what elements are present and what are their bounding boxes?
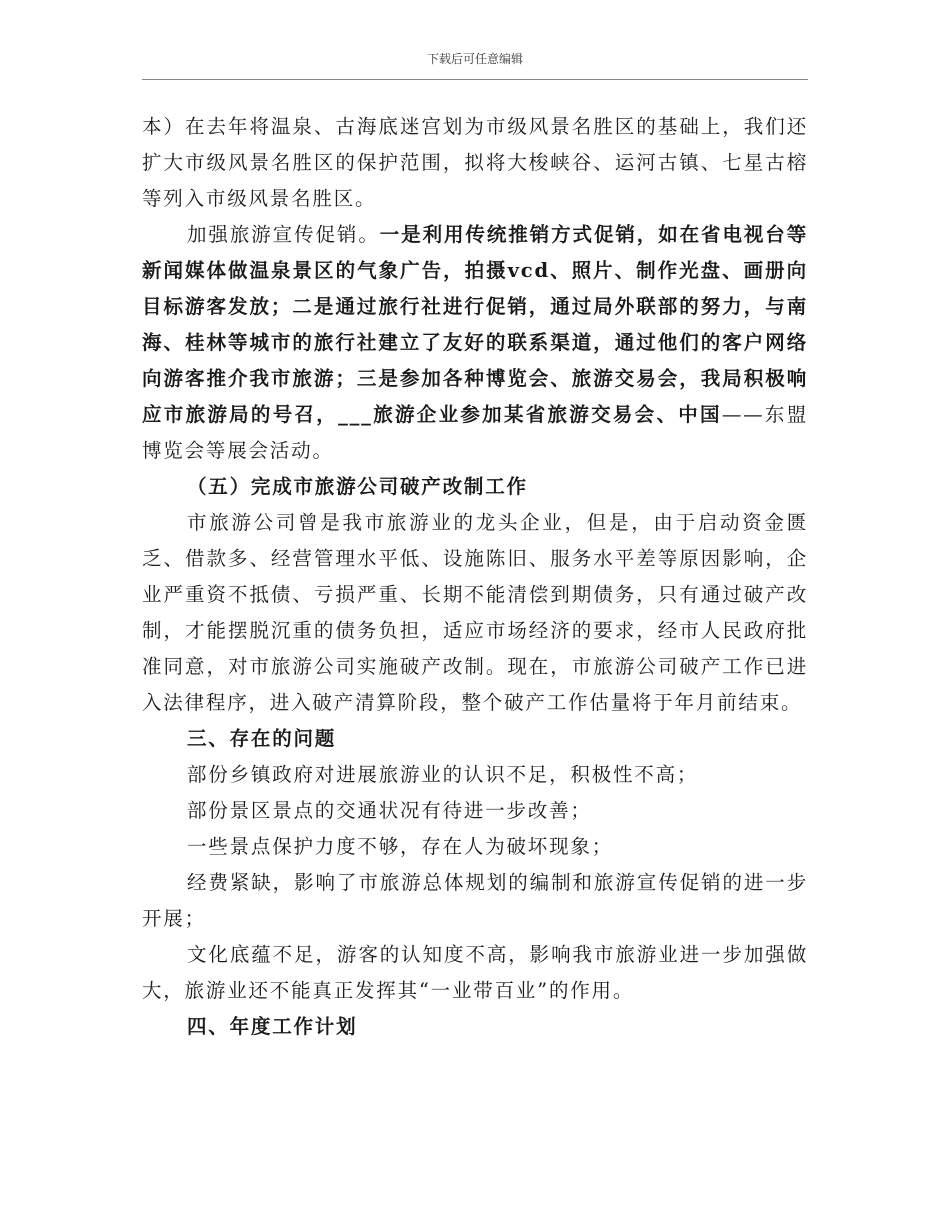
paragraph-promotion (142, 217, 808, 469)
paragraph-scenic-areas: 本）在去年将温泉、古海底迷宫划为市级风景名胜区的基础上，我们还扩大市级风景名胜区的保护范围，拟将大梭峡谷、运河古镇、七星古榕等列入市级风景名胜区。 (142, 115, 808, 210)
promotion-tail: ——东盟博览会等展会活动。 (142, 403, 809, 462)
page-header: 下载后可任意编辑 (426, 52, 523, 66)
problem-item-2: 部份景区景点的交通状况有待进一步改善； (187, 799, 592, 822)
section-heading-5: （五）完成市旅游公司破产改制工作 (187, 475, 528, 498)
header-divider (142, 79, 808, 80)
problem-item-3: 一些景点保护力度不够，存在人为破坏现象； (187, 835, 614, 858)
promotion-lead: 加强旅游宣传促销。 (187, 223, 380, 246)
problem-item-1: 部份乡镇政府对进展旅游业的认识不足，积极性不高； (187, 763, 699, 786)
promotion-bold-text: 一是利用传统推销方式促销，如在省电视台等新闻媒体做温泉景区的气象广告，拍摄vcd、照片、制作光盘、画册向目标游客发放；二是通过旅行社进行促销，通过局外联部的努力，与南海、桂林等城市的旅行社建立了友好的联系渠道，通过他们的客户网络向游客推介我市旅游；三是参加各种博览会、旅游交易会，我局积极响应市旅游局的号召，___旅游企业参加某省旅游交易会、中国 (142, 223, 808, 426)
section-heading-problems: 三、存在的问题 (187, 727, 337, 750)
problem-item-4: 经费紧缺，影响了市旅游总体规划的编制和旅游宣传促销的进一步开展； (142, 871, 808, 930)
section-heading-annual-plan: 四、年度工作计划 (187, 1015, 358, 1038)
paragraph-bankruptcy: 市旅游公司曾是我市旅游业的龙头企业，但是，由于启动资金匮乏、借款多、经营管理水平低、设施陈旧、服务水平差等原因影响，企业严重资不抵债、亏损严重、长期不能清偿到期债务，只有通过破产改制，才能摆脱沉重的债务负担，适应市场经济的要求，经市人民政府批准同意，对市旅游公司实施破产改制。现在，市旅游公司破产工作已进入法律程序，进入破产清算阶段，整个破产工作估量将于年月前结束。 (142, 511, 808, 714)
problem-item-5: 文化底蕴不足，游客的认知度不高，影响我市旅游业进一步加强做大，旅游业还不能真正发挥其“一业带百业”的作用。 (142, 943, 808, 1002)
document-body (142, 109, 808, 1045)
